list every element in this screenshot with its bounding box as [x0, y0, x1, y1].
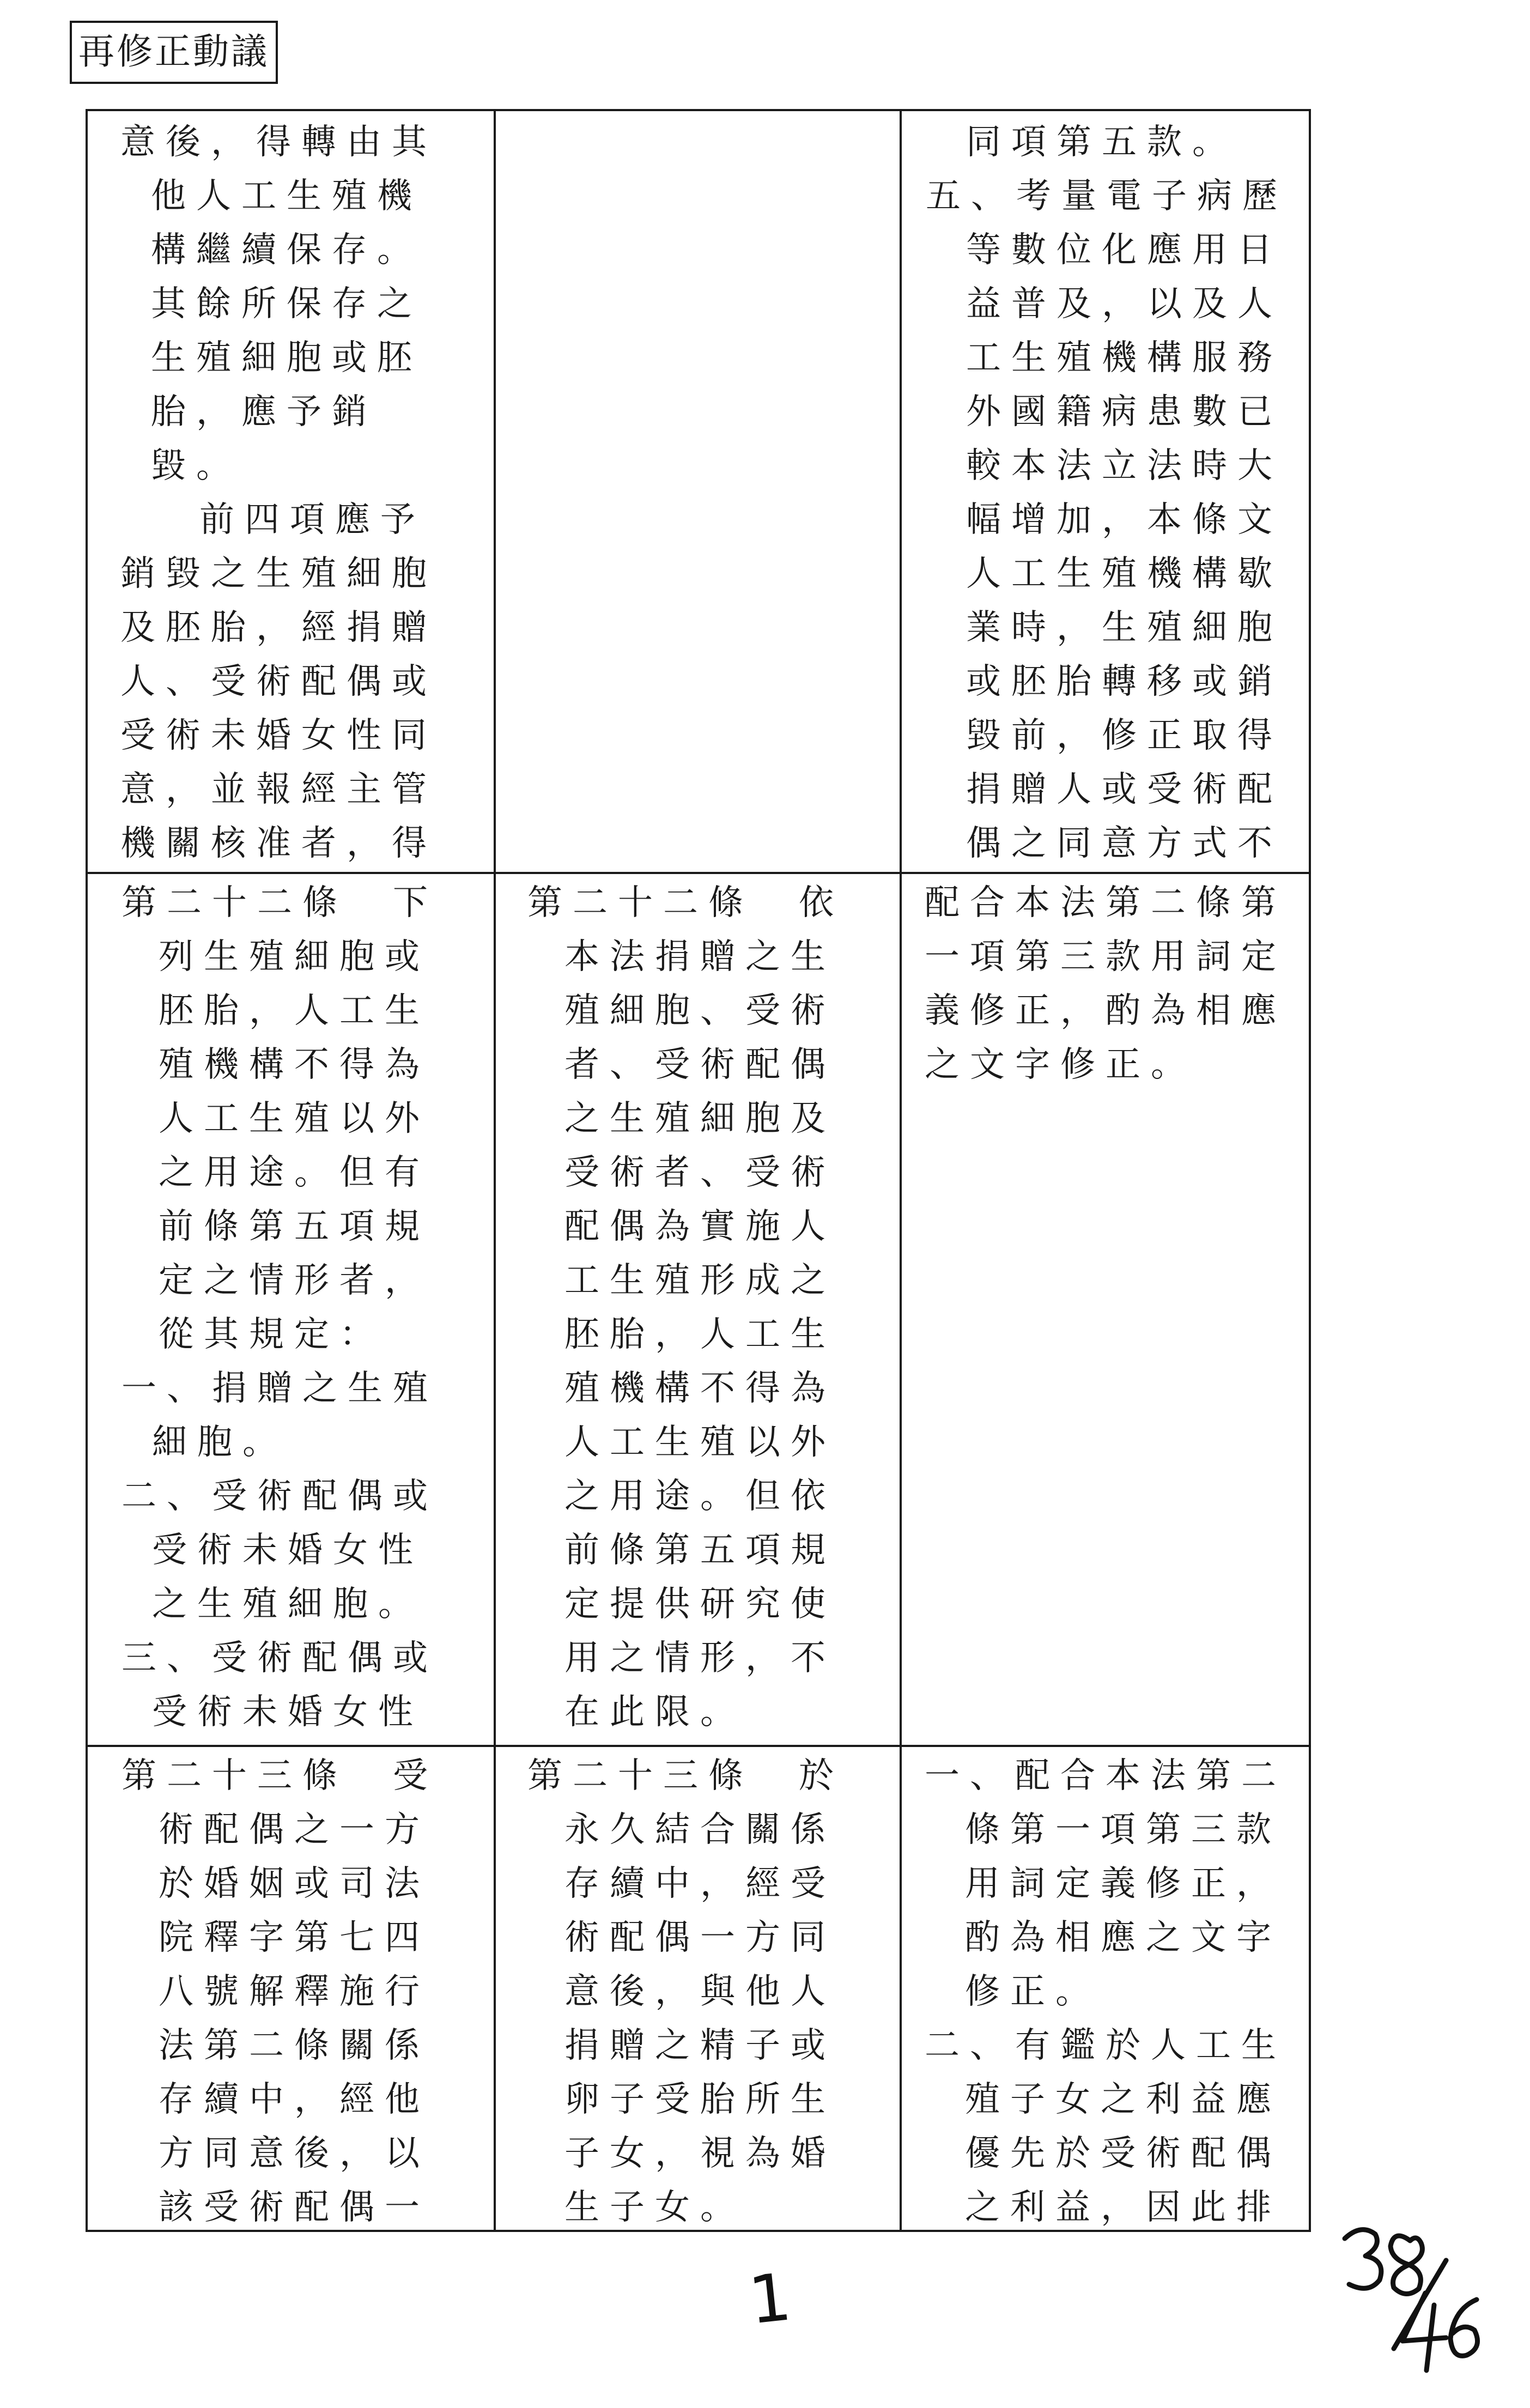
row3-col1-article: 第二十三條 受術配偶之一方於婚姻或司法院釋字第七四八號解釋施行法第二條關係存續中，經他方同意後，以該受術配偶一 — [122, 1756, 438, 2228]
row3-col3-item1: 一、配合本法第二條第一項第三款用詞定義修正，酌為相應之文字修正。 — [925, 1756, 1286, 2012]
row2-col1-item3: 三、受術配偶或受術未婚女性 — [122, 1638, 438, 1732]
row1-amended-text — [88, 111, 494, 872]
row1-original-text — [494, 111, 900, 872]
row3-original-text — [496, 1747, 900, 2232]
row3-col2-article: 第二十三條 於永久結合關係存續中，經受術配偶一方同意後，與他人捐贈之精子或卵子受胎所生子女，視為婚生子女。 — [527, 1756, 844, 2228]
row2-col1-item1: 一、捐贈之生殖細胞。 — [122, 1368, 438, 1463]
page-number: 1 — [745, 2259, 795, 2339]
row3-col3-item2: 二、有鑑於人工生殖子女之利益應優先於受術配偶之利益，因此排 — [925, 2025, 1286, 2228]
row2-col1-article: 第二十二條 下列生殖細胞或胚胎，人工生殖機構不得為人工生殖以外之用途。但有前條第五項規定之情形者，從其規定： — [122, 883, 438, 1355]
row2-original-text — [496, 874, 900, 1745]
row2-explanation — [902, 874, 1311, 1745]
document-title: 再修正動議 — [70, 21, 278, 84]
handwritten-page-annotation — [1329, 2212, 1493, 2376]
row2-amended-text — [88, 874, 494, 1745]
row2-col1-item2: 二、受術配偶或受術未婚女性之生殖細胞。 — [122, 1476, 438, 1624]
row1-col3-para1: 同項第五款。 — [966, 122, 1237, 162]
row1-col1-para2: 前四項應予銷毀之生殖細胞及胚胎，經捐贈人、受術配偶或受術未婚女性同意，並報經主管機關核准者，得 — [120, 500, 437, 864]
row3-explanation — [902, 1747, 1311, 2232]
row2-col2-article: 第二十二條 依本法捐贈之生殖細胞、受術者、受術配偶之生殖細胞及受術者、受術配偶為實施人工生殖形成之胚胎，人工生殖機構不得為人工生殖以外之用途。但依前條第五項規定提供研究使用之情形，不在此限。 — [527, 883, 844, 1732]
row1-explanation — [900, 111, 1311, 872]
row3-amended-text — [88, 1747, 494, 2232]
comparison-table — [86, 109, 1311, 2232]
row2-col3-para1: 配合本法第二條第一項第三款用詞定義修正，酌為相應之文字修正。 — [925, 883, 1286, 1085]
row1-col3-para2: 五、考量電子病歷等數位化應用日益普及，以及人工生殖機構服務外國籍病患數已較本法立法時大幅增加，本條文人工生殖機構歇業時，生殖細胞或胚胎轉移或銷毀前，修正取得捐贈人或受術配偶之同意方式不 — [926, 176, 1288, 864]
row1-col1-para1: 意後，得轉由其他人工生殖機構繼續保存。其餘所保存之生殖細胞或胚胎，應予銷毀。 — [120, 122, 437, 486]
